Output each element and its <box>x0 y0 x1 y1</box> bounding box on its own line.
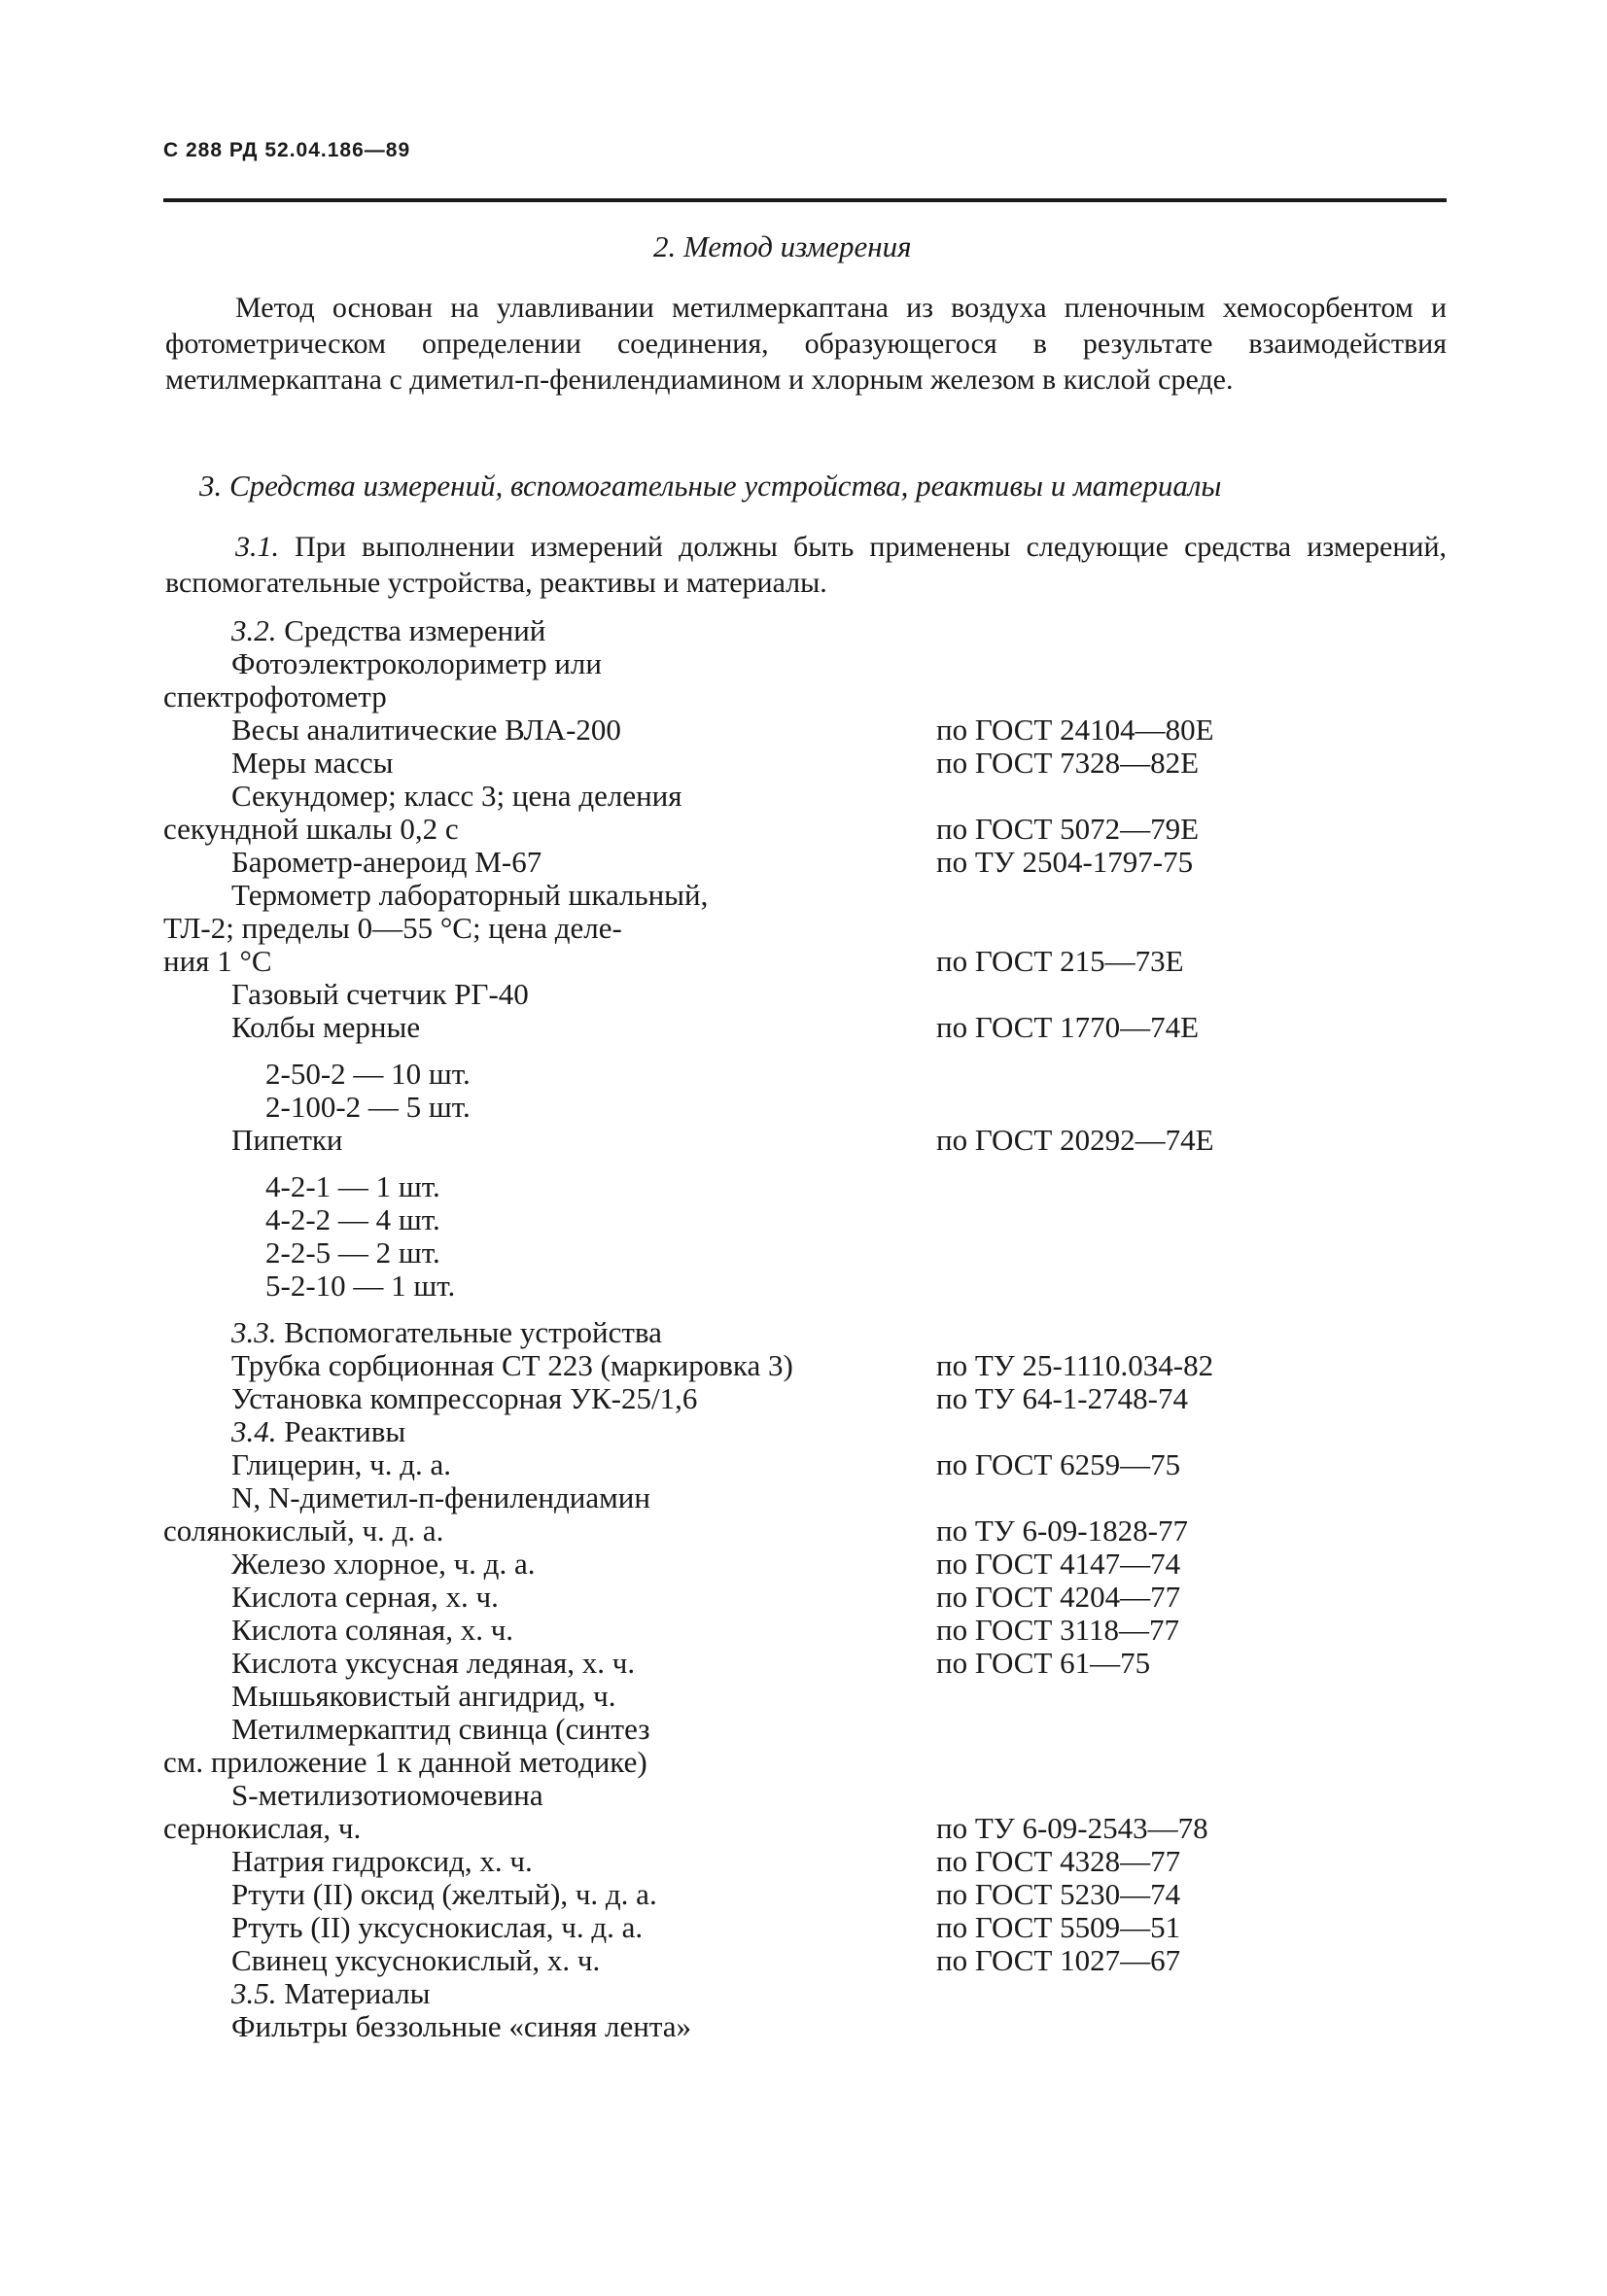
item-text: ния 1 °С <box>163 944 272 978</box>
list-row <box>163 2010 1456 2043</box>
item-number: 3.4. <box>231 1414 277 1448</box>
item-name <box>231 1415 405 1448</box>
section-2-text: Метод основан на улавливании метилмеркаптана из воздуха пленочным хемосорбентом и фотометрическом определении соединения, образующегося в результате взаимодействия метилмеркаптана с диметил-п-фенилендиамином и хлорным железом в кислой среде. <box>165 292 1447 396</box>
item-standard-ref: по ГОСТ 4328—77 <box>936 1844 1181 1878</box>
item-name <box>265 1058 471 1091</box>
item-text: секундной шкалы 0,2 с <box>163 812 459 846</box>
item-text: Трубка сорбционная СТ 223 (маркировка 3) <box>231 1348 793 1382</box>
item-text: Колбы мерные <box>231 1010 421 1044</box>
item-standard-ref: по ГОСТ 24104—80Е <box>936 713 1214 747</box>
item-text: Кислота серная, х. ч. <box>231 1580 499 1614</box>
item-text: Весы аналитические ВЛА-200 <box>231 713 621 747</box>
item-name <box>163 813 459 846</box>
item-text: Средства измерений <box>284 613 546 647</box>
item-name <box>231 1382 697 1415</box>
list-row <box>163 1011 1456 1044</box>
item-name <box>231 1481 650 1514</box>
item-text: N, N-диметил-п-фенилендиамин <box>231 1480 650 1514</box>
item-text: Железо хлорное, ч. д. а. <box>231 1547 536 1581</box>
item-text: Метилмеркаптид свинца (синтез <box>231 1712 650 1746</box>
item-standard-ref: по ГОСТ 20292—74Е <box>936 1123 1214 1157</box>
list-row <box>163 1746 1456 1779</box>
list-row <box>163 1548 1456 1581</box>
item-text: Установка компрессорная УК-25/1,6 <box>231 1381 698 1415</box>
list-row <box>163 1581 1456 1614</box>
item-text: Материалы <box>284 1976 431 2010</box>
item-name <box>231 1713 649 1746</box>
item-standard-ref: по ГОСТ 5072—79Е <box>936 812 1200 846</box>
item-name <box>231 1124 343 1157</box>
list-row <box>163 879 1456 912</box>
item-name <box>231 614 545 647</box>
item-standard-ref: по ГОСТ 1770—74Е <box>936 1010 1200 1044</box>
item-standard-ref: по ГОСТ 5509—51 <box>936 1910 1181 1944</box>
item-text: Пипетки <box>231 1123 343 1157</box>
item-name <box>231 647 602 680</box>
list-row <box>163 1270 1456 1303</box>
item-standard-ref: по ТУ 25-1110.034-82 <box>936 1348 1214 1382</box>
paragraph-3-1 <box>165 529 1447 601</box>
item-number: 3.2. <box>231 613 277 647</box>
item-text: Реактивы <box>284 1414 406 1448</box>
item-text: Меры массы <box>231 746 394 780</box>
item-text: 4-2-1 — 1 шт. <box>265 1169 440 1203</box>
item-text: 2-100-2 — 5 шт. <box>265 1090 471 1124</box>
item-name <box>231 978 529 1011</box>
item-name <box>231 1647 635 1680</box>
item-text: Фотоэлектроколориметр или <box>231 646 602 680</box>
equipment-list <box>163 614 1456 2043</box>
list-row <box>163 1977 1456 2010</box>
list-row <box>163 1448 1456 1481</box>
item-name <box>163 1514 443 1548</box>
item-name <box>231 1779 543 1812</box>
item-name <box>231 1448 451 1481</box>
item-name <box>231 879 708 912</box>
item-name <box>231 1548 535 1581</box>
paragraph-3-1-text: При выполнении измерений должны быть применены следующие средства измерений, вспомогательные устройства, реактивы и материалы. <box>165 531 1448 599</box>
list-row <box>163 1878 1456 1911</box>
section-2-title: 2. Метод измерения <box>653 229 912 263</box>
item-name <box>163 945 272 978</box>
list-row <box>163 1170 1456 1203</box>
item-name <box>231 1316 662 1349</box>
item-text: Натрия гидроксид, х. ч. <box>231 1844 533 1878</box>
page-header: С 288 РД 52.04.186—89 <box>163 139 411 161</box>
header-rule <box>163 198 1447 202</box>
list-row <box>163 1779 1456 1812</box>
item-text: Ртуть (II) уксуснокислая, ч. д. а. <box>231 1910 644 1944</box>
section-2-paragraph <box>165 290 1447 398</box>
item-standard-ref: по ГОСТ 3118—77 <box>936 1613 1179 1647</box>
item-name <box>231 1581 499 1614</box>
item-name <box>163 1746 647 1779</box>
row-spacer <box>163 1157 1456 1170</box>
list-row <box>163 1614 1456 1647</box>
item-standard-ref: по ТУ 2504-1797-75 <box>936 845 1194 879</box>
item-number: 3.3. <box>231 1315 277 1349</box>
item-standard-ref: по ТУ 6-09-1828-77 <box>936 1513 1188 1548</box>
list-row <box>163 945 1456 978</box>
item-standard-ref: по ТУ 64-1-2748-74 <box>936 1381 1188 1415</box>
item-name <box>265 1203 440 1236</box>
item-standard-ref: по ГОСТ 1027—67 <box>936 1943 1181 1977</box>
list-row <box>163 1058 1456 1091</box>
list-row <box>163 747 1456 780</box>
list-row <box>163 1845 1456 1878</box>
item-name <box>231 780 682 813</box>
item-text: Фильтры беззольные «синяя лента» <box>231 2009 692 2043</box>
list-row <box>163 1514 1456 1548</box>
item-standard-ref: по ТУ 6-09-2543—78 <box>936 1811 1208 1845</box>
list-row <box>163 1415 1456 1448</box>
item-text: Секундомер; класс 3; цена деления <box>231 779 682 813</box>
item-text: Кислота уксусная ледяная, х. ч. <box>231 1646 636 1680</box>
item-text: Газовый счетчик РГ-40 <box>231 977 529 1011</box>
list-row <box>163 680 1456 713</box>
item-name <box>265 1170 440 1203</box>
item-name <box>231 1911 643 1944</box>
section-3-title: 3. Средства измерений, вспомогательные устройства, реактивы и материалы <box>199 469 1222 503</box>
item-text: Кислота соляная, х. ч. <box>231 1613 514 1647</box>
item-text: спектрофотометр <box>163 679 387 713</box>
list-row <box>163 614 1456 647</box>
item-name <box>231 1680 615 1713</box>
list-row <box>163 1647 1456 1680</box>
list-row <box>163 1713 1456 1746</box>
item-name <box>163 680 387 713</box>
item-standard-ref: по ГОСТ 4147—74 <box>936 1547 1181 1581</box>
item-name <box>231 1349 793 1382</box>
list-row <box>163 1944 1456 1977</box>
list-row <box>163 780 1456 813</box>
item-text: 5-2-10 — 1 шт. <box>265 1269 456 1303</box>
item-text: Глицерин, ч. д. а. <box>231 1447 452 1481</box>
list-row <box>163 1236 1456 1270</box>
item-name <box>231 1845 533 1878</box>
item-name <box>265 1270 455 1303</box>
list-row <box>163 1382 1456 1415</box>
item-number: 3.5. <box>231 1976 277 2010</box>
item-name <box>231 1977 431 2010</box>
item-text: 2-50-2 — 10 шт. <box>265 1057 471 1091</box>
item-name <box>231 1944 600 1977</box>
item-standard-ref: по ГОСТ 5230—74 <box>936 1877 1181 1911</box>
item-standard-ref: по ГОСТ 61—75 <box>936 1646 1151 1680</box>
list-row <box>163 846 1456 879</box>
item-name <box>231 747 394 780</box>
item-name <box>231 1614 513 1647</box>
list-row <box>163 1349 1456 1382</box>
item-name <box>265 1091 471 1124</box>
item-standard-ref: по ГОСТ 6259—75 <box>936 1447 1181 1481</box>
list-row <box>163 1316 1456 1349</box>
item-name <box>231 1878 657 1911</box>
list-row <box>163 978 1456 1011</box>
row-spacer <box>163 1303 1456 1316</box>
item-name <box>231 2010 691 2043</box>
list-row <box>163 1481 1456 1514</box>
item-name <box>163 912 622 945</box>
list-row <box>163 1911 1456 1944</box>
item-standard-ref: по ГОСТ 215—73Е <box>936 944 1184 978</box>
list-row <box>163 813 1456 846</box>
list-row <box>163 1203 1456 1236</box>
paragraph-3-1-number: 3.1. <box>235 531 279 563</box>
item-name <box>265 1236 440 1270</box>
list-row <box>163 1124 1456 1157</box>
item-text: Термометр лабораторный шкальный, <box>231 878 709 912</box>
item-text: S-метилизотиомочевина <box>231 1778 543 1812</box>
item-name <box>231 846 541 879</box>
item-text: Вспомогательные устройства <box>284 1315 662 1349</box>
item-text: 2-2-5 — 2 шт. <box>265 1235 440 1270</box>
item-text: Мышьяковистый ангидрид, ч. <box>231 1679 616 1713</box>
list-row <box>163 1812 1456 1845</box>
item-name <box>231 713 621 747</box>
list-row <box>163 1091 1456 1124</box>
item-name <box>163 1812 361 1845</box>
item-text: Свинец уксуснокислый, х. ч. <box>231 1943 601 1977</box>
item-text: 4-2-2 — 4 шт. <box>265 1202 440 1236</box>
item-text: солянокислый, ч. д. а. <box>163 1513 444 1548</box>
item-standard-ref: по ГОСТ 4204—77 <box>936 1580 1181 1614</box>
item-text: Барометр-анероид М-67 <box>231 845 542 879</box>
list-row <box>163 912 1456 945</box>
item-text: Ртути (II) оксид (желтый), ч. д. а. <box>231 1877 657 1911</box>
list-row <box>163 1680 1456 1713</box>
item-text: сернокислая, ч. <box>163 1811 362 1845</box>
row-spacer <box>163 1044 1456 1058</box>
item-text: см. приложение 1 к данной методике) <box>163 1745 647 1779</box>
item-text: ТЛ-2; пределы 0—55 °С; цена деле- <box>163 911 622 945</box>
list-row <box>163 713 1456 747</box>
item-name <box>231 1011 420 1044</box>
list-row <box>163 647 1456 680</box>
item-standard-ref: по ГОСТ 7328—82Е <box>936 746 1200 780</box>
